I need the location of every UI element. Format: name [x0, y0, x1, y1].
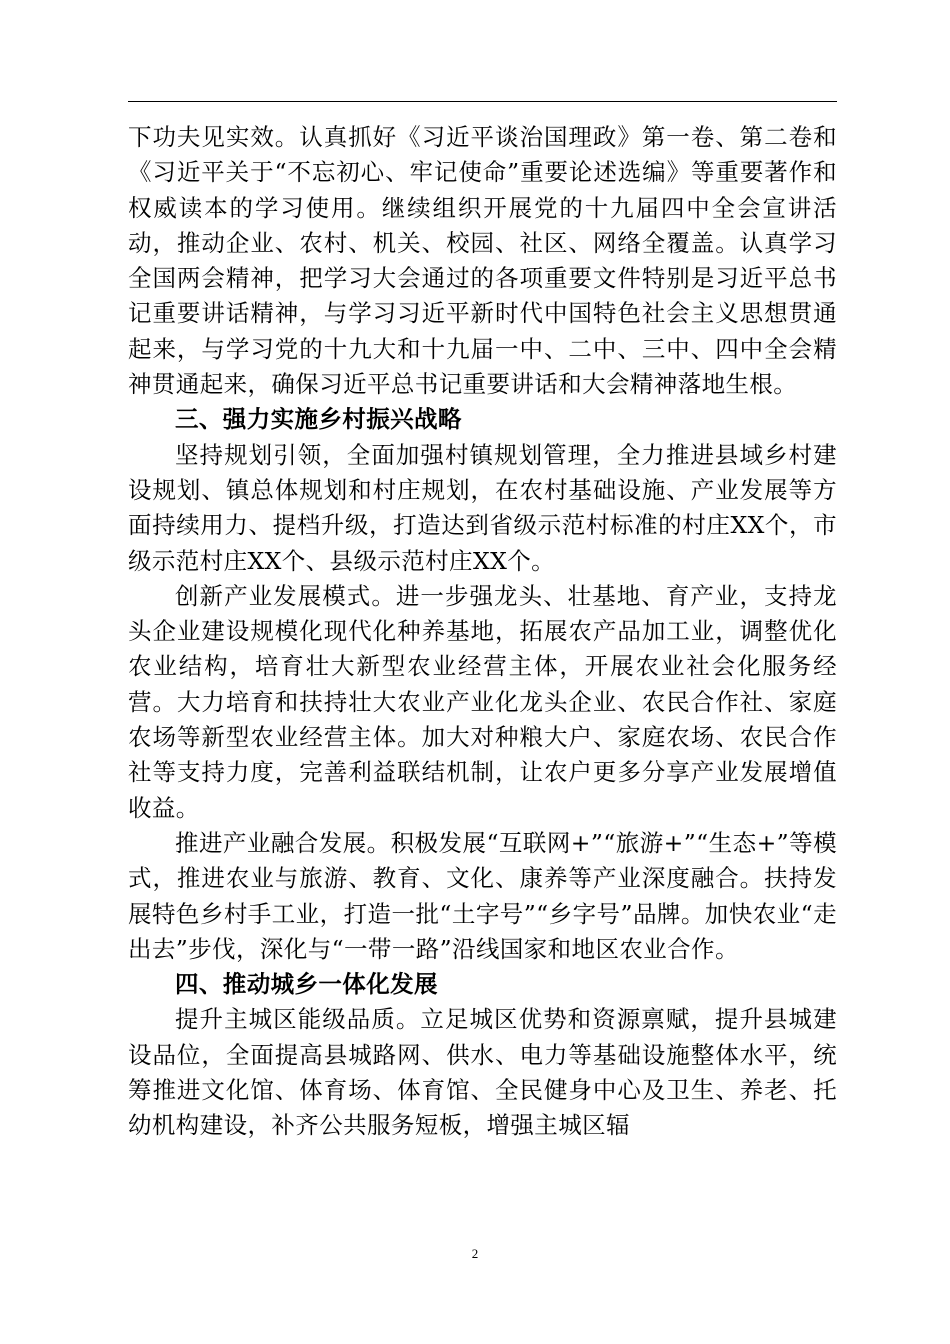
paragraph: 提升主城区能级品质。立足城区优势和资源禀赋，提升县城建设品位，全面提高县城路网、供水、电力等基础设施整体水平，统筹推进文化馆、体育场、体育馆、全民健身中心及卫生、养老、托幼机构建设，补齐公共服务短板，增强主城区辐 — [128, 1005, 837, 1140]
paragraph: 推进产业融合发展。积极发展“互联网+”“旅游+”“生态+”等模式，推进农业与旅游、教育、文化、康养等产业深度融合。扶持发展特色乡村手工业，打造一批“土字号”“乡字号”品牌。加快农业“走出去”步伐，深化与“一带一路”沿线国家和地区农业合作。 — [128, 828, 837, 963]
section-heading: 四、推动城乡一体化发展 — [175, 970, 438, 999]
header-rule — [128, 101, 837, 102]
paragraph: 下功夫见实效。认真抓好《习近平谈治国理政》第一卷、第二卷和《习近平关于“不忘初心、牢记使命”重要论述选编》等重要著作和权威读本的学习使用。继续组织开展党的十九届四中全会宣讲活动，推动企业、农村、机关、校园、社区、网络全覆盖。认真学习全国两会精神，把学习大会通过的各项重要文件特别是习近平总书记重要讲话精神，与学习习近平新时代中国特色社会主义思想贯通起来，与学习党的十九大和十九届一中、二中、三中、四中全会精神贯通起来，确保习近平总书记重要讲话和大会精神落地生根。 — [128, 123, 837, 399]
document-body — [128, 120, 837, 1144]
page-number: 2 — [471, 1246, 479, 1261]
paragraph: 创新产业发展模式。进一步强龙头、壮基地、育产业，支持龙头企业建设规模化现代化种养基地，拓展农产品加工业，调整优化农业结构，培育壮大新型农业经营主体，开展农业社会化服务经营。大力培育和扶持壮大农业产业化龙头企业、农民合作社、家庭农场等新型农业经营主体。加大对种粮大户、家庭农场、农民合作社等支持力度，完善利益联结机制，让农户更多分享产业发展增值收益。 — [128, 581, 837, 822]
paragraph: 坚持规划引领，全面加强村镇规划管理，全力推进县域乡村建设规划、镇总体规划和村庄规划，在农村基础设施、产业发展等方面持续用力、提档升级，打造达到省级示范村标准的村庄XX个，市级示范村庄XX个、县级示范村庄XX个。 — [128, 440, 837, 575]
section-heading: 三、强力实施乡村振兴战略 — [175, 405, 462, 434]
